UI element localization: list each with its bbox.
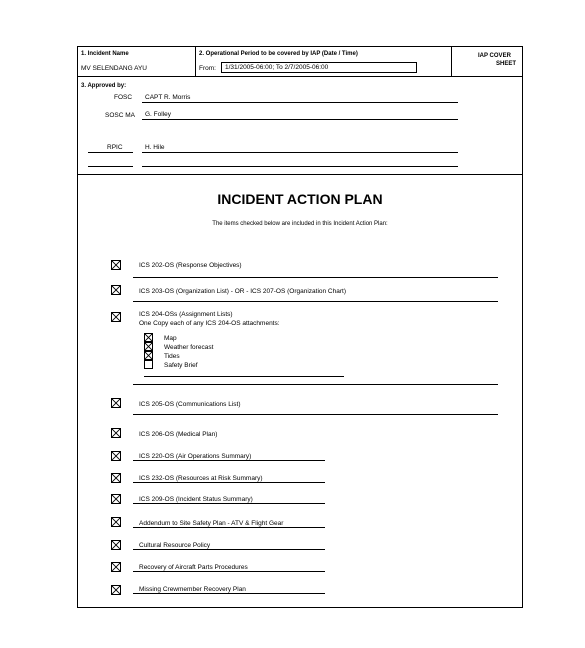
rpic-name[interactable]: H. Hile (145, 144, 165, 151)
attachment-checkbox[interactable] (144, 333, 153, 342)
sosc-ma-label: SOSC MA (105, 112, 135, 119)
item-checkbox[interactable] (111, 562, 121, 572)
fosc-label: FOSC (114, 94, 133, 101)
attachment-weather-forecast: Weather forecast (164, 344, 214, 351)
item-checkbox[interactable] (111, 494, 121, 504)
blank-role-line (88, 166, 133, 167)
rpic-signature-line (142, 152, 458, 153)
fosc-signature-line (142, 102, 458, 103)
rpic-role-line (88, 152, 133, 153)
item-ics-220: ICS 220-OS (Air Operations Summary) (139, 453, 252, 460)
sosc-ma-name[interactable]: G. Folley (145, 111, 172, 118)
attachment-tides: Tides (164, 353, 180, 360)
item-ics-206: ICS 206-OS (Medical Plan) (139, 431, 218, 438)
cover-sheet-line1: IAP COVER (478, 53, 511, 59)
item-rule (133, 549, 325, 550)
page-title: INCIDENT ACTION PLAN (217, 191, 383, 207)
item-rule (133, 301, 498, 302)
fosc-name[interactable]: CAPT R. Morris (145, 94, 191, 101)
item-ics-202: ICS 202-OS (Response Objectives) (139, 262, 242, 269)
item-ics-204: ICS 204-OSs (Assignment Lists) (139, 311, 233, 318)
sosc-ma-signature-line (142, 119, 458, 120)
attachment-checkbox[interactable] (144, 342, 153, 351)
incident-name-cell (78, 47, 196, 76)
item-checkbox[interactable] (111, 540, 121, 550)
item-checkbox[interactable] (111, 312, 121, 322)
item-cultural-resource-policy: Cultural Resource Policy (139, 542, 211, 549)
from-label: From: (199, 65, 216, 72)
cover-sheet-cell (452, 47, 522, 76)
item-ics-204-attachments-note: One Copy each of any ICS 204-OS attachments: (139, 320, 280, 327)
item-site-safety-addendum: Addendum to Site Safety Plan - ATV & Flight Gear (139, 520, 284, 527)
item-ics-205: ICS 205-OS (Communications List) (139, 401, 241, 408)
attachment-map: Map (164, 335, 177, 342)
item-rule (133, 527, 325, 528)
item-checkbox[interactable] (111, 517, 121, 527)
item-checkbox[interactable] (111, 398, 121, 408)
approved-by-label: 3. Approved by: (81, 83, 127, 89)
item-aircraft-parts-recovery: Recovery of Aircraft Parts Procedures (139, 564, 248, 571)
attachment-safety-brief: Safety Brief (164, 362, 198, 369)
item-checkbox[interactable] (111, 585, 121, 595)
item-rule (133, 414, 498, 415)
attachment-checkbox[interactable] (144, 351, 153, 360)
operational-period-cell (196, 47, 452, 76)
item-missing-crewmember-plan: Missing Crewmember Recovery Plan (139, 586, 246, 593)
item-checkbox[interactable] (111, 260, 121, 270)
item-rule (133, 460, 325, 461)
form-header (78, 47, 522, 77)
operational-period-label: 2. Operational Period to be covered by IAP (Date / Time) (199, 51, 358, 57)
item-rule (133, 571, 325, 572)
incident-name-label: 1. Incident Name (81, 51, 129, 57)
item-ics-203-207: ICS 203-OS (Organization List) - OR - ICS 207-OS (Organization Chart) (139, 288, 346, 295)
iap-cover-sheet-form (77, 46, 523, 608)
item-rule (133, 593, 325, 594)
attachment-other-line (144, 376, 344, 377)
rpic-label: RPIC (107, 144, 123, 151)
item-rule (133, 482, 325, 483)
item-checkbox[interactable] (111, 451, 121, 461)
item-ics-232: ICS 232-OS (Resources at Risk Summary) (139, 475, 263, 482)
operational-period-field[interactable]: 1/31/2005-06:00; To 2/7/2005-06:00 (221, 62, 417, 73)
item-ics-209: ICS 209-OS (Incident Status Summary) (139, 496, 253, 503)
item-rule (133, 277, 498, 278)
item-rule (133, 503, 325, 504)
cover-sheet-line2: SHEET (496, 61, 517, 67)
incident-name-value[interactable]: MV SELENDANG AYU (81, 65, 147, 72)
item-checkbox[interactable] (111, 285, 121, 295)
item-checkbox[interactable] (111, 473, 121, 483)
approved-by-section (78, 77, 522, 175)
plan-subtitle: The items checked below are included in this Incident Action Plan: (212, 221, 388, 227)
item-checkbox[interactable] (111, 428, 121, 438)
blank-signature-line (142, 166, 458, 167)
attachment-checkbox-empty[interactable] (144, 360, 153, 369)
item-rule (133, 384, 498, 385)
